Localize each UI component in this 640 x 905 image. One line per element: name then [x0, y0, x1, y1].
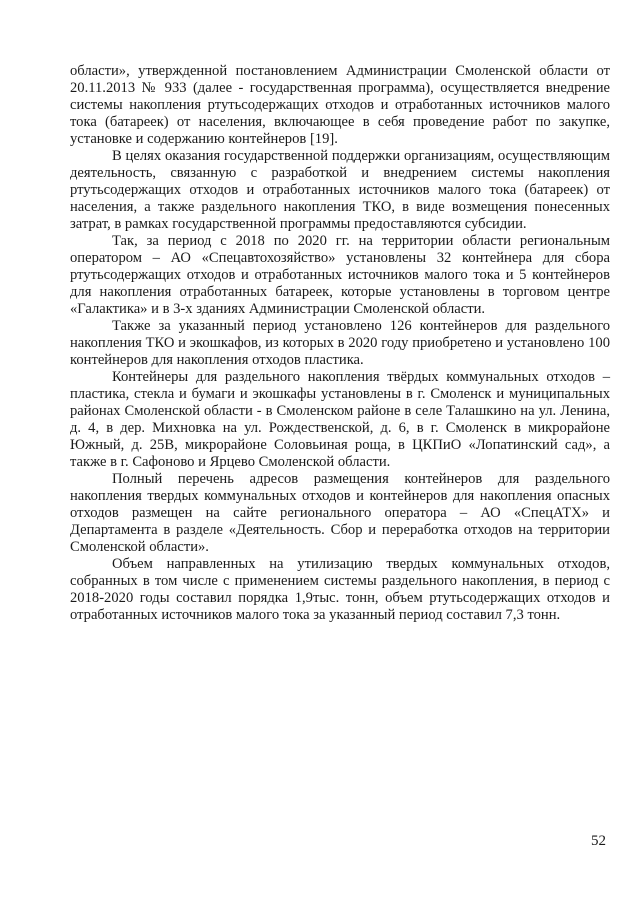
paragraph-7: Объем направленных на утилизацию твердых коммунальных отходов, собранных в том числе с применением системы раздельного накопления, в период с 2018-2020 годы составил порядка 1,9тыс. тонн, объем ртутьсодержащих отходов и отработанных источников малого тока за указанный период составил 7,3 тонн. [70, 556, 610, 623]
paragraph-2: В целях оказания государственной поддержки организациям, осуществляющим деятельность, связанную с разработкой и внедрением системы накопления ртутьсодержащих отходов и отработанных источников малого тока (батареек) от населения, а также раздельного накопления ТКО, в виде возмещения понесенных затрат, в рамках государственной программы предоставляются субсидии. [70, 148, 610, 232]
paragraph-3: Так, за период с 2018 по 2020 гг. на территории области региональным оператором – АО «Спецавтохозяйство» установлены 32 контейнера для сбора ртутьсодержащих отходов и отработанных источников малого тока и 5 контейнеров для накопления отработанных батареек, которые установлены в торговом центре «Галактика» и в 3-х зданиях Администрации Смоленской области. [70, 233, 610, 317]
page-number: 52 [591, 833, 606, 849]
paragraph-6: Полный перечень адресов размещения контейнеров для раздельного накопления твердых коммунальных отходов и контейнеров для накопления опасных отходов размещен на сайте регионального оператора – АО «СпецАТХ» и Департамента в разделе «Деятельность. Сбор и переработка отходов на территории Смоленской области». [70, 471, 610, 555]
body-text [70, 63, 610, 624]
paragraph-1: области», утвержденной постановлением Администрации Смоленской области от 20.11.2013 № 933 (далее - государственная программа), осуществляется внедрение системы накопления ртутьсодержащих отходов и отработанных источников малого тока (батареек) от населения, включающее в себя проведение работ по закупке, установке и содержанию контейнеров [19]. [70, 63, 610, 147]
paragraph-4: Также за указанный период установлено 126 контейнеров для раздельного накопления ТКО и экошкафов, из которых в 2020 году приобретено и установлено 100 контейнеров для накопления отходов пластика. [70, 318, 610, 368]
paragraph-5: Контейнеры для раздельного накопления твёрдых коммунальных отходов – пластика, стекла и бумаги и экошкафы установлены в г. Смоленск и муниципальных районах Смоленской области - в Смоленском районе в селе Талашкино на ул. Ленина, д. 4, в дер. Михновка на ул. Рождественской, д. 6, в г. Смоленск в микрорайоне Южный, д. 25В, микрорайоне Соловьиная роща, в ЦКПиО «Лопатинский сад», а также в г. Сафоново и Ярцево Смоленской области. [70, 369, 610, 470]
